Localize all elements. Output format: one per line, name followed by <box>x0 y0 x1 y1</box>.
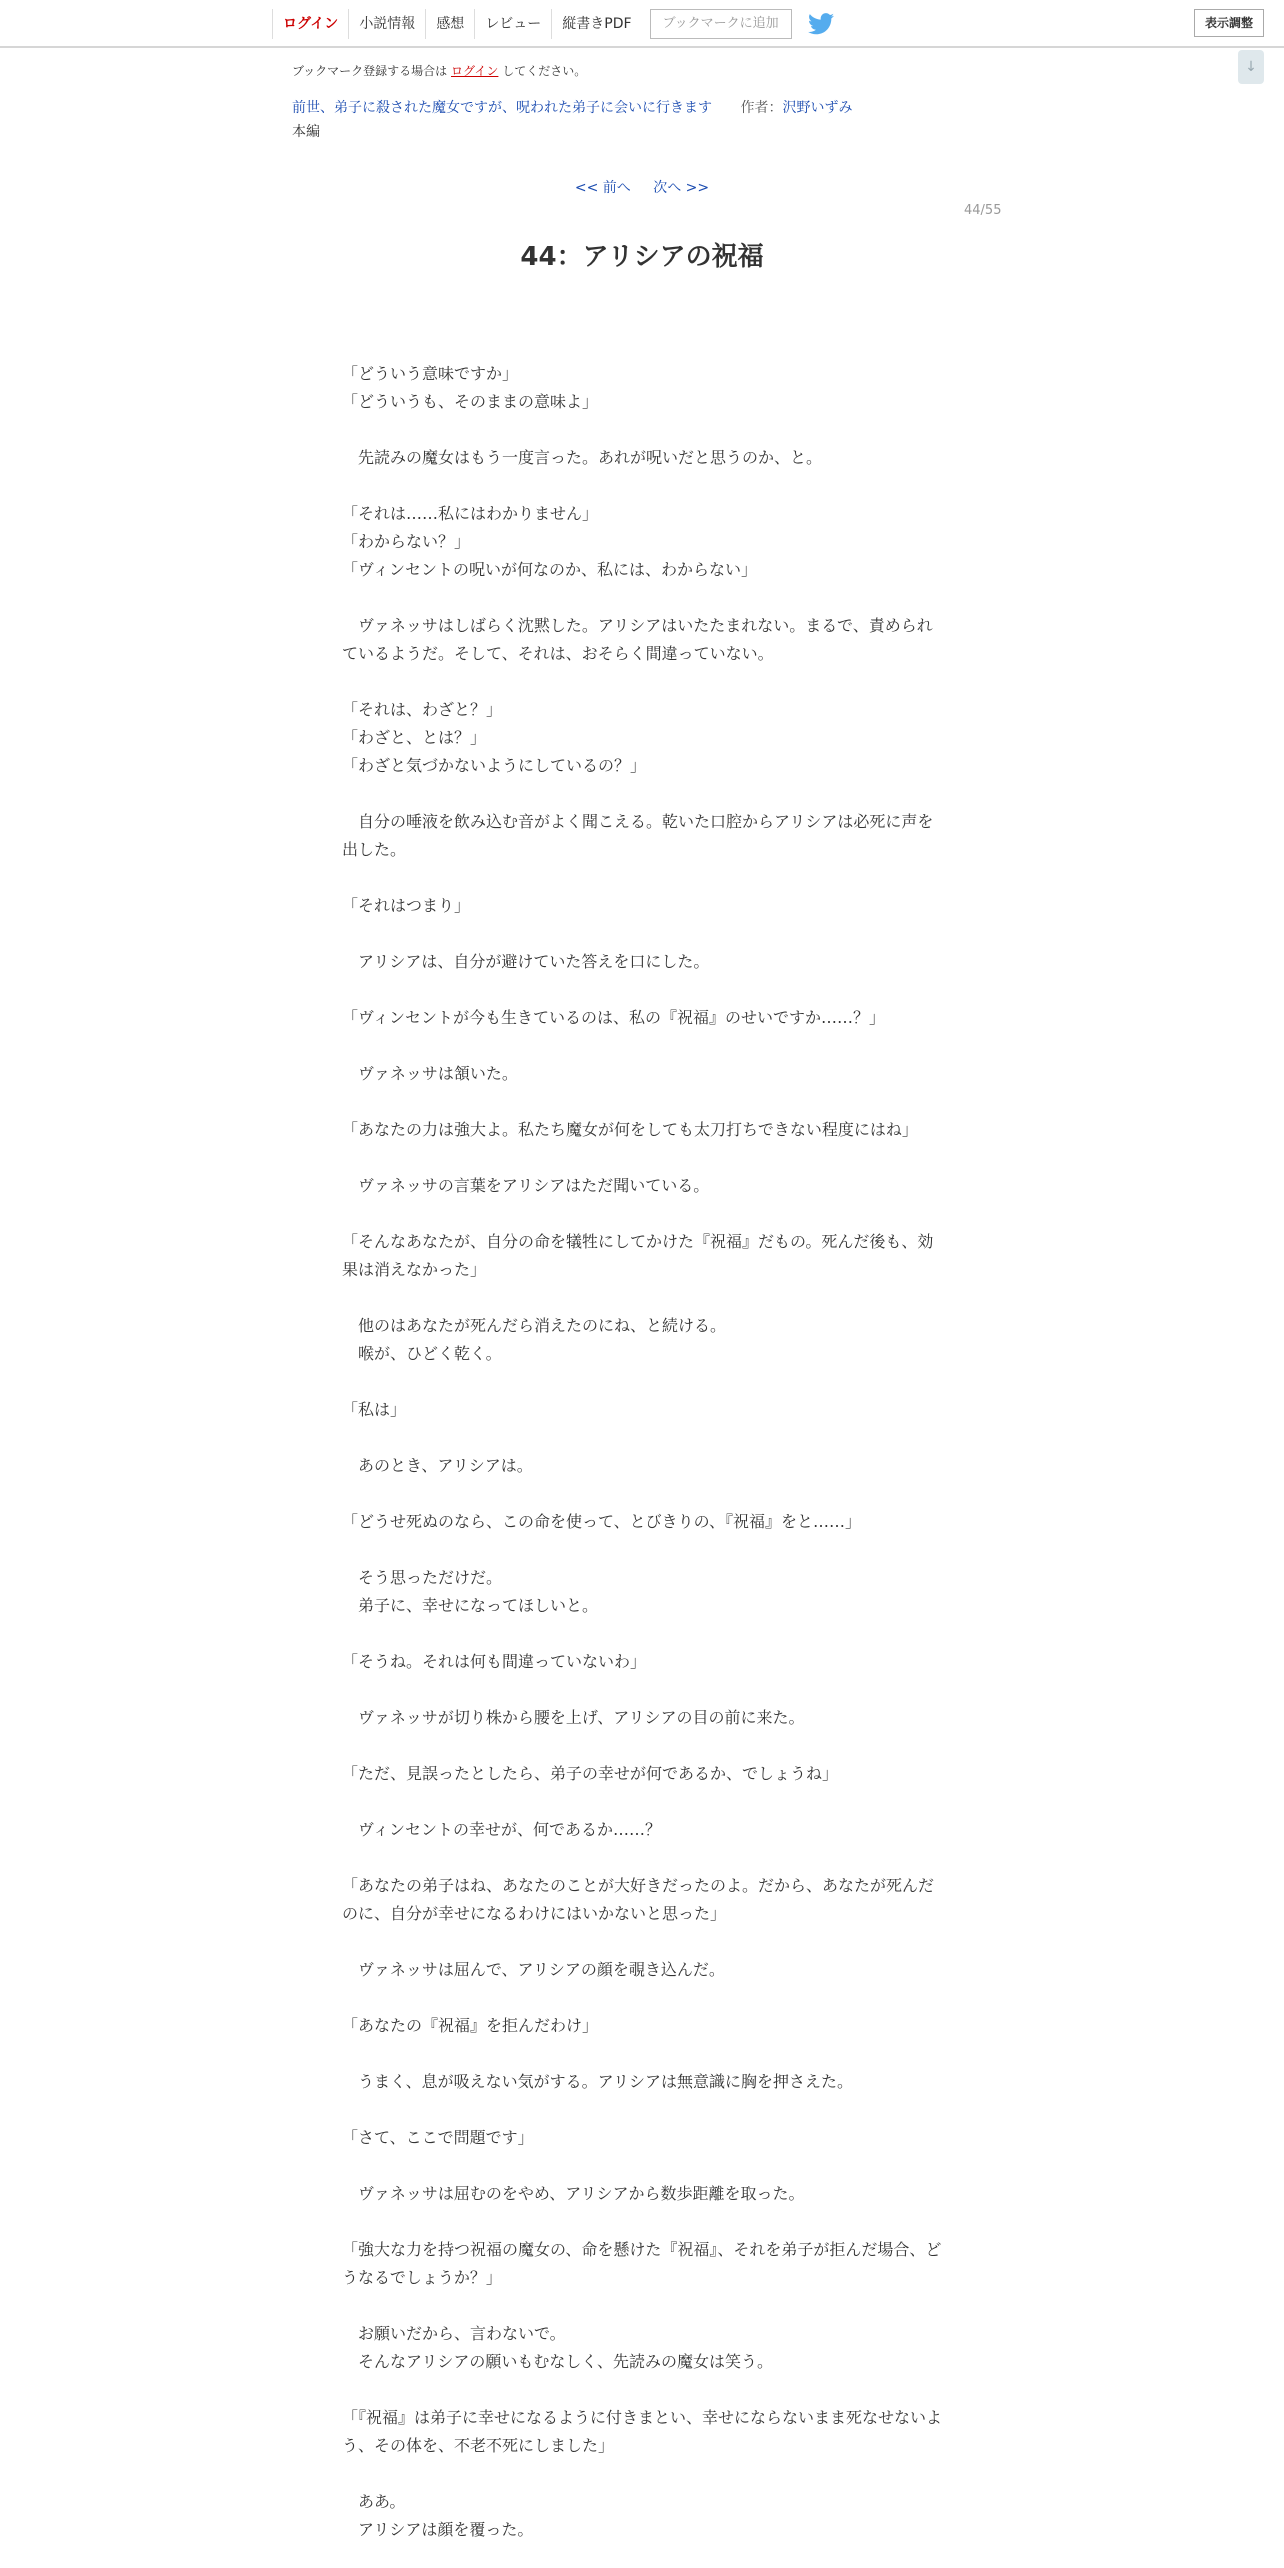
next-page-link[interactable]: 次へ >> <box>653 180 710 196</box>
twitter-icon[interactable] <box>808 13 834 35</box>
nav-impressions[interactable]: 感想 <box>425 9 474 39</box>
body-paragraph: 「ただ、見誤ったとしたら、弟子の幸せが何であるか、でしょうね」 <box>342 1764 839 1783</box>
blank-line <box>342 1088 942 1116</box>
body-paragraph: 自分の唾液を飲み込む音がよく聞こえる。乾いた口腔からアリシアは必死に声を出した。 <box>342 812 934 859</box>
top-nav <box>272 9 834 39</box>
author-label: 作者： <box>740 100 783 116</box>
body-paragraph: ヴァネッサは屈んで、アリシアの顔を覗き込んだ。 <box>342 1960 725 1979</box>
blank-line <box>342 1984 942 2012</box>
blank-line <box>342 416 942 444</box>
body-paragraph: 「そうね。それは何も間違っていないわ」 <box>342 1652 647 1671</box>
blank-line <box>342 1032 942 1060</box>
header-bar <box>0 0 1284 48</box>
body-paragraph: 「それは、わざと？」 <box>342 700 503 719</box>
blank-line <box>342 1620 942 1648</box>
blank-line <box>342 2040 942 2068</box>
blank-line <box>342 1732 942 1760</box>
body-paragraph: ああ。 <box>342 2492 406 2511</box>
section-label: 本編 <box>292 124 320 140</box>
blank-line <box>342 2376 942 2404</box>
blank-line <box>342 920 942 948</box>
chapter-title: 44：アリシアの祝福 <box>520 242 764 272</box>
body-paragraph: 「わざと気づかないようにしているの？」 <box>342 756 647 775</box>
blank-line <box>342 1200 942 1228</box>
display-settings-button[interactable]: 表示調整 <box>1194 9 1264 37</box>
body-paragraph: ヴァネッサは頷いた。 <box>342 1064 518 1083</box>
body-paragraph: アリシアは、自分が避けていた答えを口にした。 <box>342 952 710 971</box>
blank-line <box>342 2208 942 2236</box>
blank-line <box>342 2460 942 2488</box>
add-bookmark-button[interactable]: ブックマークに追加 <box>650 9 792 39</box>
blank-line <box>342 780 942 808</box>
blank-line <box>342 1480 942 1508</box>
body-paragraph: 「それはつまり」 <box>342 896 471 915</box>
blank-line <box>342 864 942 892</box>
body-paragraph: お願いだから、言わないで。 <box>342 2324 566 2343</box>
notice-text-before: ブックマーク登録する場合は <box>292 64 448 78</box>
bookmark-notice <box>292 62 586 79</box>
scroll-down-button[interactable]: ↓ <box>1238 50 1264 84</box>
body-paragraph: 「ヴィンセントが今も生きているのは、私の『祝福』のせいですか……？」 <box>342 1008 886 1027</box>
blank-line <box>342 1144 942 1172</box>
body-paragraph: 他のはあなたが死んだら消えたのにね、と続ける。 <box>342 1316 727 1335</box>
body-paragraph: あのとき、アリシアは。 <box>342 1456 533 1475</box>
body-paragraph: ヴァネッサの言葉をアリシアはただ聞いている。 <box>342 1176 710 1195</box>
blank-line <box>342 1788 942 1816</box>
blank-line <box>342 1536 942 1564</box>
blank-line <box>342 2152 942 2180</box>
body-paragraph: 「私は」 <box>342 1400 407 1419</box>
body-paragraph: ヴァネッサはしばらく沈黙した。アリシアはいたたまれない。まるで、責められているようだ。そして、それは、おそらく間違っていない。 <box>342 616 933 663</box>
blank-line <box>342 2292 942 2320</box>
body-paragraph: 「どういうも、そのままの意味よ」 <box>342 392 599 411</box>
body-paragraph: 「あなたの弟子はね、あなたのことが大好きだったのよ。だから、あなたが死んだのに、自分が幸せになるわけにはいかないと思った」 <box>342 1876 935 1923</box>
body-paragraph: 弟子に、幸せになってほしいと。 <box>342 1596 599 1615</box>
body-paragraph: ヴァネッサは屈むのをやめ、アリシアから数歩距離を取った。 <box>342 2184 805 2203</box>
blank-line <box>342 1424 942 1452</box>
body-paragraph: 「そんなあなたが、自分の命を犠牲にしてかけた『祝福』だもの。死んだ後も、効果は消えなかった」 <box>342 1232 934 1279</box>
blank-line <box>342 584 942 612</box>
blank-line <box>342 1368 942 1396</box>
chapter-body <box>342 360 942 2544</box>
body-paragraph: ヴァネッサが切り株から腰を上げ、アリシアの目の前に来た。 <box>342 1708 805 1727</box>
series-title-link[interactable]: 前世、弟子に殺された魔女ですが、呪われた弟子に会いに行きます <box>292 100 712 116</box>
blank-line <box>342 2096 942 2124</box>
body-paragraph: 喉が、ひどく乾く。 <box>342 1344 502 1363</box>
author-link[interactable]: 沢野いずみ <box>782 100 853 116</box>
nav-login[interactable]: ログイン <box>272 9 348 39</box>
blank-line <box>342 1928 942 1956</box>
body-paragraph: 「わからない？」 <box>342 532 471 551</box>
page-count: 44/55 <box>964 203 1002 218</box>
body-paragraph: 「どういう意味ですか」 <box>342 364 519 383</box>
body-paragraph: ヴィンセントの幸せが、何であるか……？ <box>342 1820 662 1839</box>
blank-line <box>342 1284 942 1312</box>
body-paragraph: 「どうせ死ぬのなら、この命を使って、とびきりの、『祝福』をと……」 <box>342 1512 862 1531</box>
body-paragraph: 「あなたの力は強大よ。私たち魔女が何をしても太刀打ちできない程度にはね」 <box>342 1120 918 1139</box>
body-paragraph: 「あなたの『祝福』を拒んだわけ」 <box>342 2016 599 2035</box>
notice-text-after: してください。 <box>502 64 587 78</box>
blank-line <box>342 668 942 696</box>
body-paragraph: アリシアは顔を覆った。 <box>342 2520 534 2539</box>
body-paragraph: 「さて、ここで問題です」 <box>342 2128 534 2147</box>
pager <box>0 177 1284 197</box>
nav-review[interactable]: レビュー <box>474 9 551 39</box>
body-paragraph: そう思っただけだ。 <box>342 1568 503 1587</box>
body-paragraph: 「それは……私にはわかりません」 <box>342 504 599 523</box>
body-paragraph: 「強大な力を持つ祝福の魔女の、命を懸けた『祝福』、それを弟子が拒んだ場合、どうなるでしょうか？」 <box>342 2240 942 2287</box>
blank-line <box>342 976 942 1004</box>
prev-page-link[interactable]: << 前へ <box>574 180 631 196</box>
blank-line <box>342 472 942 500</box>
body-paragraph: うまく、息が吸えない気がする。アリシアは無意識に胸を押さえた。 <box>342 2072 854 2091</box>
nav-vertical-pdf[interactable]: 縦書きPDF <box>551 9 641 39</box>
blank-line <box>342 1844 942 1872</box>
body-paragraph: 「わざと、とは？」 <box>342 728 487 747</box>
body-paragraph: そんなアリシアの願いもむなしく、先読みの魔女は笑う。 <box>342 2352 774 2371</box>
series-info <box>292 97 852 117</box>
body-paragraph: 先読みの魔女はもう一度言った。あれが呪いだと思うのか、と。 <box>342 448 823 467</box>
body-paragraph: 「ヴィンセントの呪いが何なのか、私には、わからない」 <box>342 560 758 579</box>
notice-login-link[interactable]: ログイン <box>451 64 499 78</box>
blank-line <box>342 1676 942 1704</box>
body-paragraph: 「『祝福』は弟子に幸せになるように付きまとい、幸せにならないまま死なせないよう、その体を、不老不死にしました」 <box>342 2408 943 2455</box>
nav-novel-info[interactable]: 小説情報 <box>348 9 425 39</box>
